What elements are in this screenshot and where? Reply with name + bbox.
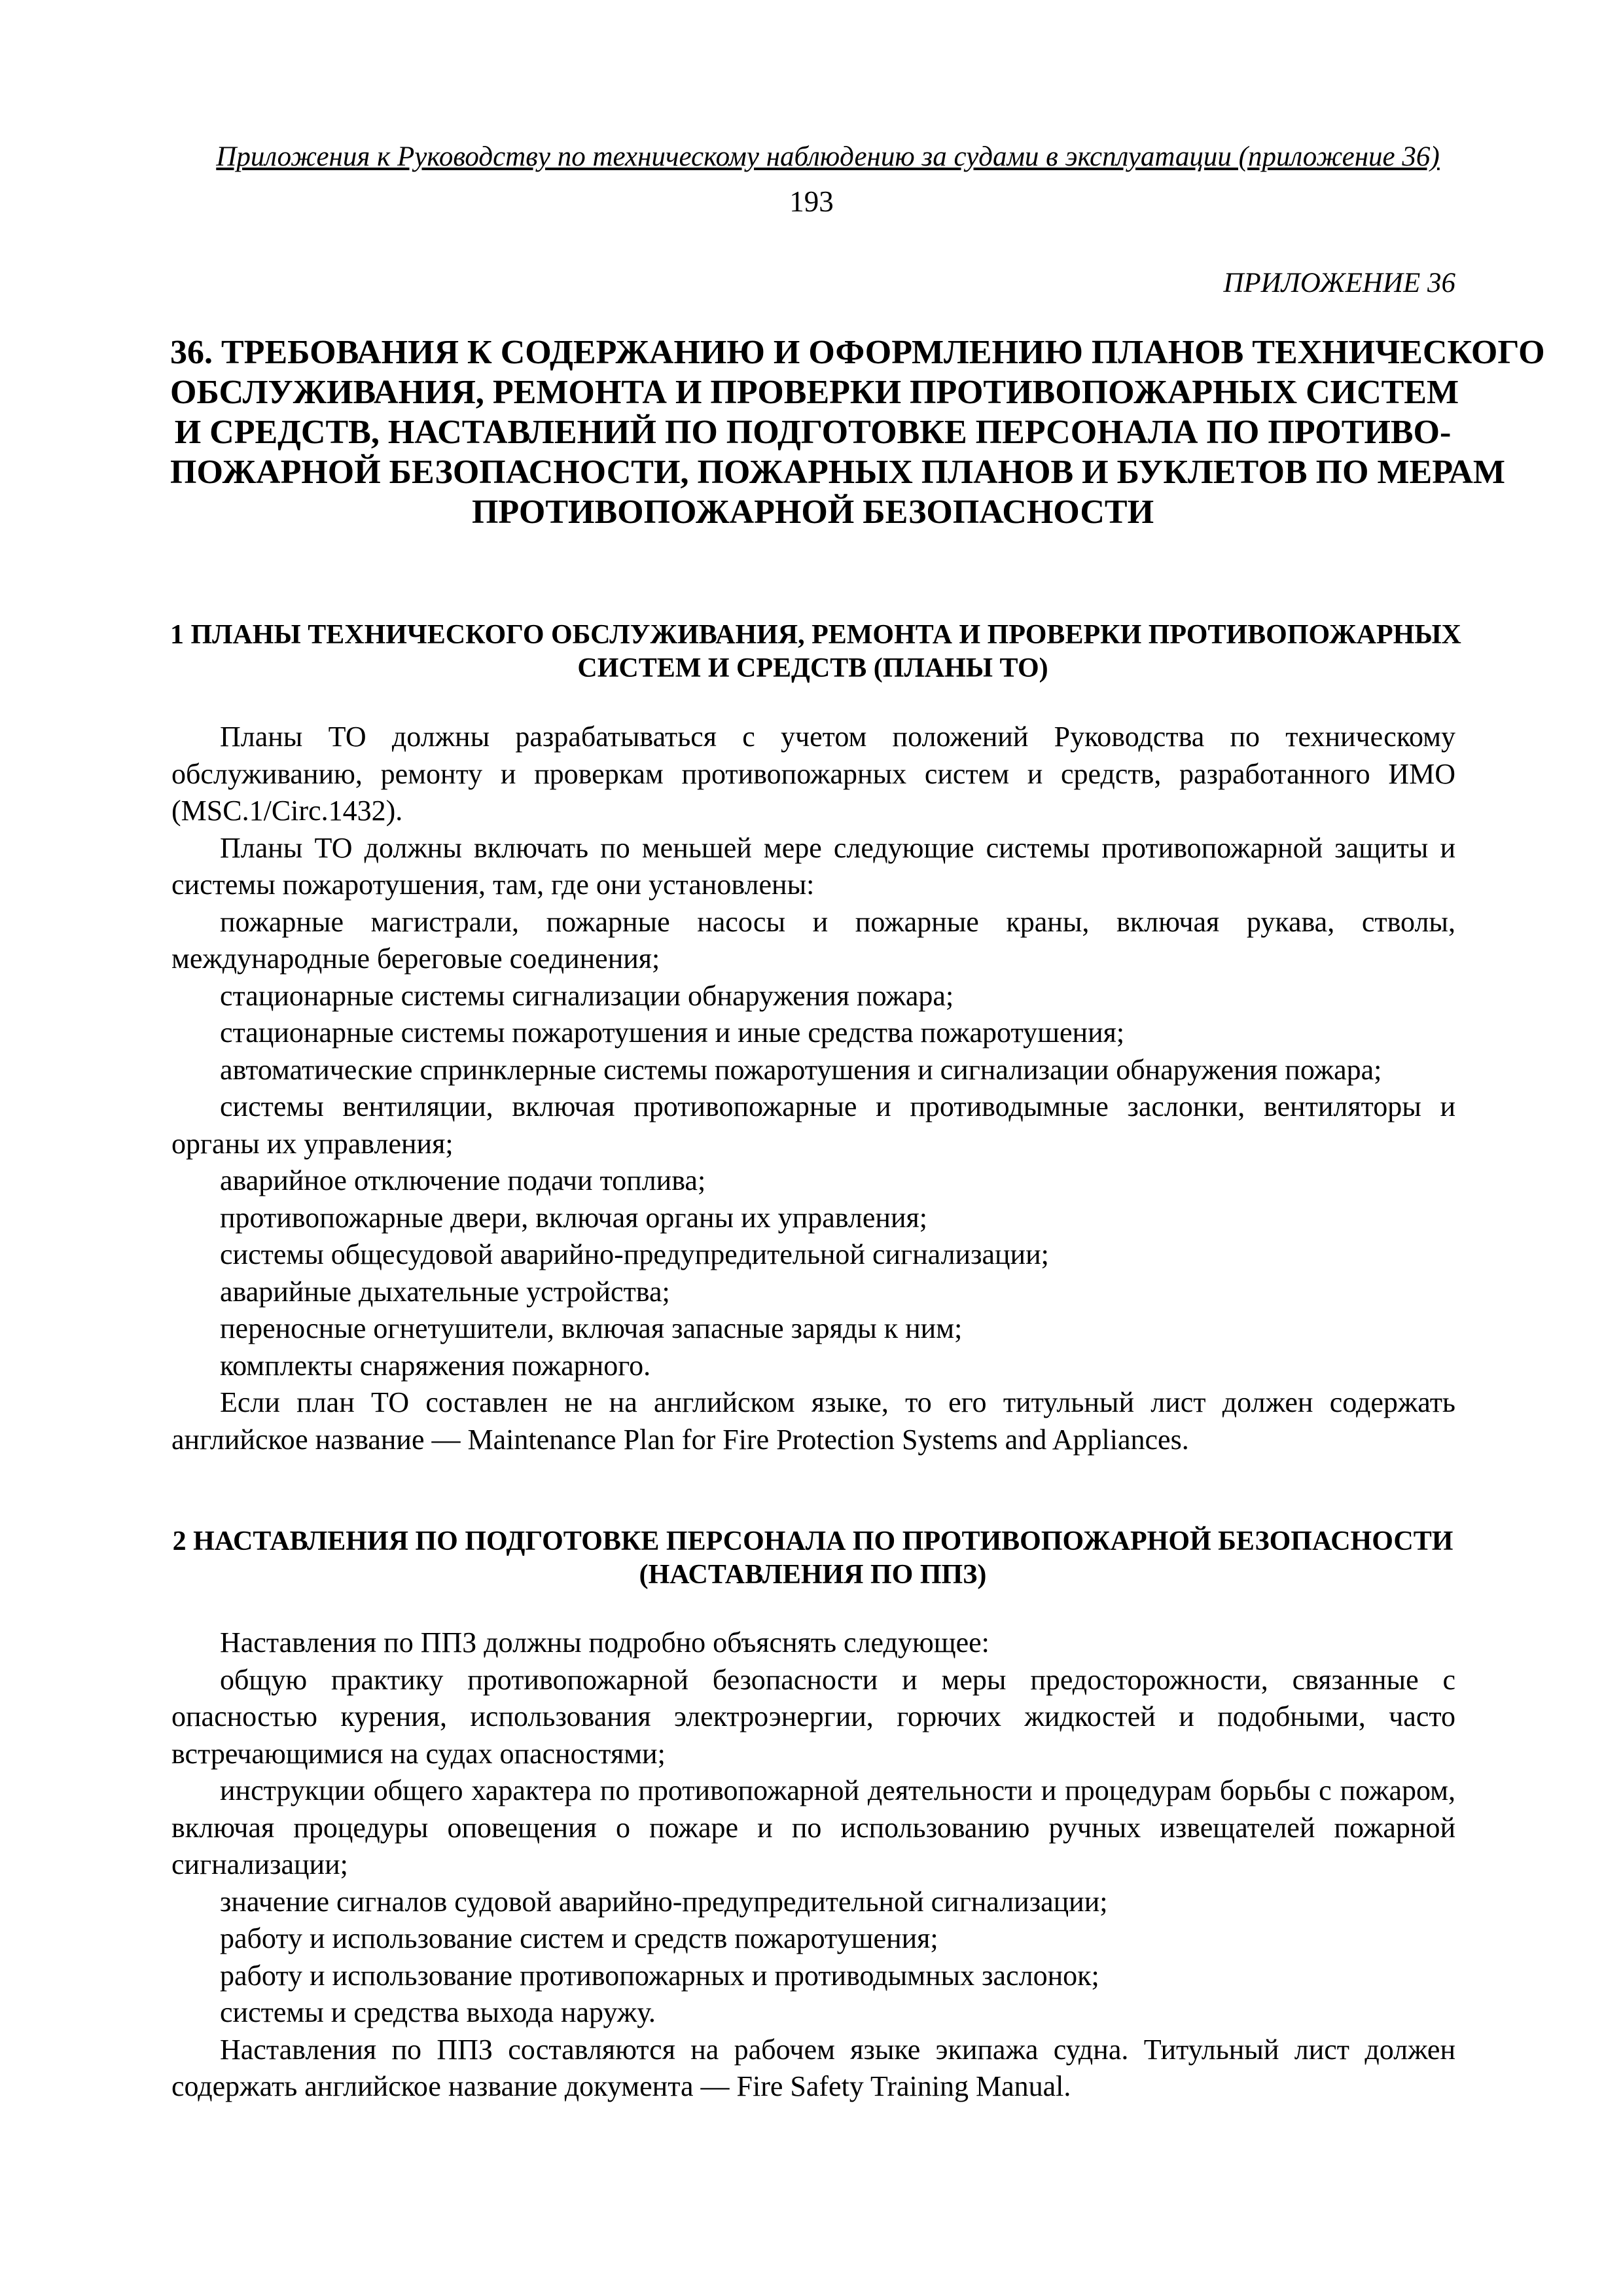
section-1-body (171, 719, 1455, 1458)
list-item: автоматические спринклерные системы пожаротушения и сигнализации обнаружения пожара; (220, 1053, 1382, 1086)
title-line: ОБСЛУЖИВАНИЯ, РЕМОНТА И ПРОВЕРКИ ПРОТИВОПОЖАРНЫХ СИСТЕМ (170, 374, 1459, 411)
page-number: 193 (789, 185, 834, 218)
list-item: системы и средства выхода наружу. (220, 1996, 656, 2028)
title-line: 36. ТРЕБОВАНИЯ К СОДЕРЖАНИЮ И ОФОРМЛЕНИЮ ПЛАНОВ ТЕХНИЧЕСКОГО (170, 334, 1545, 371)
paragraph: Если план ТО составлен не на английском языке, то его титульный лист должен содержать английское название — Maintenance Plan for Fire Protection Systems and Appliances. (171, 1386, 1455, 1456)
list-item: значение сигналов судовой аварийно-предупредительной сигнализации; (220, 1885, 1108, 1918)
list-item: противопожарные двери, включая органы их управления; (220, 1201, 927, 1234)
title-line: ПОЖАРНОЙ БЕЗОПАСНОСТИ, ПОЖАРНЫХ ПЛАНОВ И БУКЛЕТОВ ПО МЕРАМ (170, 454, 1505, 491)
list-item: общую практику противопожарной безопасности и меры предосторожности, связанные с опасностью курения, использования электроэнергии, горючих жидкостей и подобными, часто встречающимися на судах опасностями; (171, 1663, 1455, 1770)
list-item: инструкции общего характера по противопожарной деятельности и процедурам борьбы с пожаром, включая процедуры оповещения о пожаре и по использованию ручных извещателей пожарной сигнализации; (171, 1774, 1455, 1880)
paragraph: Наставления по ППЗ должны подробно объяснять следующее: (220, 1626, 990, 1659)
list-item: аварийные дыхательные устройства; (220, 1275, 670, 1308)
list-item: работу и использование противопожарных и противодымных заслонок; (220, 1959, 1099, 1992)
section-1-heading (170, 619, 1461, 685)
list-item: системы общесудовой аварийно-предупредительной сигнализации; (220, 1238, 1049, 1270)
section-2-heading (170, 1525, 1455, 1592)
section-heading-line: 2 НАСТАВЛЕНИЯ ПО ПОДГОТОВКЕ ПЕРСОНАЛА ПО ПРОТИВОПОЖАРНОЙ БЕЗОПАСНОСТИ (172, 1526, 1454, 1556)
list-item: работу и использование систем и средств пожаротушения; (220, 1922, 938, 1954)
main-title (170, 332, 1545, 532)
list-item: комплекты снаряжения пожарного. (220, 1349, 651, 1382)
section-heading-line: 1 ПЛАНЫ ТЕХНИЧЕСКОГО ОБСЛУЖИВАНИЯ, РЕМОНТА И ПРОВЕРКИ ПРОТИВОПОЖАРНЫХ (170, 620, 1461, 650)
section-heading-line: СИСТЕМ И СРЕДСТВ (ПЛАНЫ ТО) (577, 653, 1048, 683)
paragraph: Планы ТО должны разрабатываться с учетом положений Руководства по техническому обслуживанию, ремонту и проверкам противопожарных систем и средств, разработанного ИМО (MSC.1/Circ.1432). (171, 721, 1455, 827)
paragraph: Планы ТО должны включать по меньшей мере следующие системы противопожарной защиты и системы пожаротушения, там, где они установлены: (171, 831, 1455, 901)
list-item: переносные огнетушители, включая запасные заряды к ним; (220, 1312, 963, 1344)
title-line: И СРЕДСТВ, НАСТАВЛЕНИЙ ПО ПОДГОТОВКЕ ПЕРСОНАЛА ПО ПРОТИВО- (174, 414, 1452, 451)
section-heading-line: (НАСТАВЛЕНИЯ ПО ППЗ) (639, 1560, 987, 1590)
list-item: стационарные системы пожаротушения и иные средства пожаротушения; (220, 1016, 1125, 1049)
list-item: системы вентиляции, включая противопожарные и противодымные заслонки, вентиляторы и органы их управления; (171, 1090, 1455, 1160)
section-2-body (171, 1624, 1455, 2106)
paragraph: Наставления по ППЗ составляются на рабочем языке экипажа судна. Титульный лист должен содержать английское название документа — Fire Safety Training Manual. (171, 2033, 1455, 2102)
running-header: Приложения к Руководству по техническому наблюдению за судами в эксплуатации (приложение 36) (216, 141, 1440, 172)
list-item: аварийное отключение подачи топлива; (220, 1164, 706, 1196)
list-item: пожарные магистрали, пожарные насосы и пожарные краны, включая рукава, стволы, международные береговые соединения; (171, 905, 1455, 975)
title-line: ПРОТИВОПОЖАРНОЙ БЕЗОПАСНОСТИ (471, 493, 1154, 531)
appendix-label: ПРИЛОЖЕНИЕ 36 (1223, 268, 1455, 298)
list-item: стационарные системы сигнализации обнаружения пожара; (220, 979, 954, 1012)
